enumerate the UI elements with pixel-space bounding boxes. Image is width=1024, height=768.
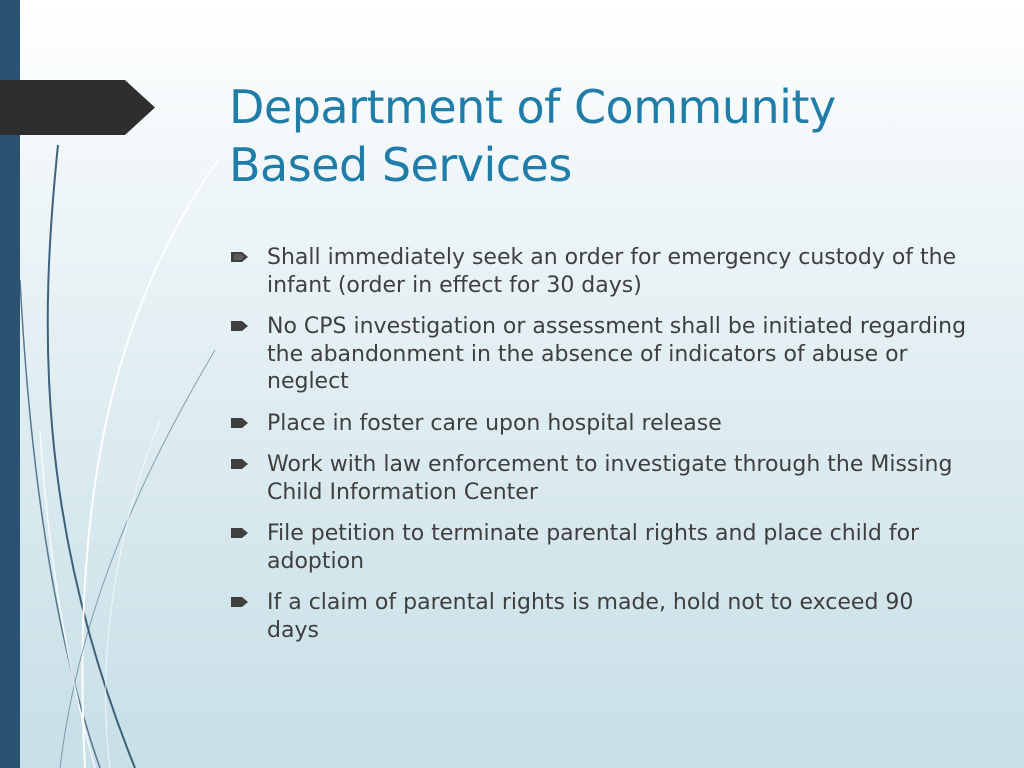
bullet-list <box>229 244 969 658</box>
list-item <box>229 410 969 438</box>
slide-title <box>229 78 989 194</box>
arrowhead-bullet-icon <box>231 457 249 471</box>
slide-title-line: Based Services <box>229 138 572 192</box>
list-item <box>229 520 969 575</box>
list-item <box>229 244 969 299</box>
bullet-text: Shall immediately seek an order for emergency custody of the infant (order in effect for 30 days) <box>267 245 957 298</box>
list-item <box>229 589 969 644</box>
list-item <box>229 313 969 396</box>
bullet-text: No CPS investigation or assessment shall be initiated regarding the abandonment in the absence of indicators of abuse or neglect <box>267 314 967 394</box>
bullet-text: If a claim of parental rights is made, hold not to exceed 90 days <box>267 590 914 643</box>
arrowhead-bullet-icon <box>231 250 249 264</box>
list-item <box>229 451 969 506</box>
bullet-text: Work with law enforcement to investigate through the Missing Child Information Center <box>267 452 953 505</box>
arrowhead-bullet-icon <box>231 416 249 430</box>
bullet-text: Place in foster care upon hospital release <box>267 410 722 436</box>
bullet-text: File petition to terminate parental rights and place child for adoption <box>267 521 920 574</box>
arrowhead-bullet-icon <box>231 526 249 540</box>
slide-title-line: Department of Community <box>229 80 836 134</box>
chevron-arrow-icon <box>0 80 155 135</box>
arrowhead-bullet-icon <box>231 319 249 333</box>
arrowhead-bullet-icon <box>231 595 249 609</box>
